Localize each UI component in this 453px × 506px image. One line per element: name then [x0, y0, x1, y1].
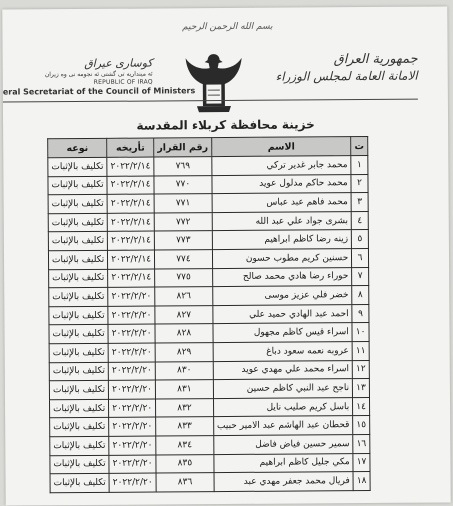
row-decision-number: ٧٧٢ [154, 212, 212, 231]
row-type: تكليف بالإثبات [49, 362, 108, 381]
row-number: ١١ [352, 341, 369, 360]
iraq-eagle-emblem-icon [183, 48, 245, 118]
row-type: تكليف بالإثبات [48, 213, 107, 232]
row-type: تكليف بالإثبات [48, 176, 107, 195]
row-decision-number: ٧٧١ [154, 194, 212, 213]
row-decision-number: ٨٣٦ [156, 473, 214, 492]
row-type: تكليف بالإثبات [49, 380, 108, 399]
row-name: فريال محمد جعفر مهدي عبد [214, 472, 354, 492]
header-right-block [268, 52, 418, 84]
table-row [50, 416, 370, 437]
row-date: ٢٠٢٢/٢/٢٠ [109, 454, 156, 473]
row-name: اسراء محمد علي مهدي عويد [213, 360, 353, 380]
table-row [49, 323, 369, 344]
row-decision-number: ٧٧٠ [154, 175, 212, 194]
header-kurdish-title: كوسارى عيراق [3, 57, 153, 71]
table-row [48, 193, 368, 214]
table-row [49, 397, 369, 418]
row-decision-number: ٧٧٥ [155, 268, 213, 287]
row-decision-number: ٨٣١ [155, 380, 213, 399]
header-name: الاسم [212, 137, 352, 157]
document-title: خزينة محافظة كربلاء المقدسة [3, 116, 448, 133]
row-type: تكليف بالإثبات [49, 399, 108, 418]
row-type: تكليف بالإثبات [49, 287, 108, 306]
table-row [49, 379, 369, 400]
row-name: خضر فلي عزيز موسى [213, 286, 353, 306]
row-number: ١٦ [353, 434, 370, 453]
row-decision-number: ٧٦٩ [154, 157, 212, 176]
header-type: نوعه [48, 138, 107, 157]
row-type: تكليف بالإثبات [49, 325, 108, 344]
table-header-row [48, 137, 368, 158]
row-type: تكليف بالإثبات [48, 157, 107, 176]
row-number: ٧ [352, 267, 369, 286]
table-row [49, 304, 369, 325]
row-type: تكليف بالإثبات [49, 269, 108, 288]
row-name: بشرى جواد علي عبد الله [212, 211, 352, 231]
table-row [48, 230, 368, 251]
row-date: ٢٠٢٢/٢/٢٠ [109, 473, 156, 492]
row-type: تكليف بالإثبات [49, 343, 108, 362]
row-number: ٥ [352, 230, 369, 249]
header-republic-arabic: جمهورية العراق [268, 52, 418, 68]
table-row [48, 248, 368, 269]
row-number: ٩ [352, 304, 369, 323]
table-row [49, 341, 369, 362]
row-date: ٢٠٢٢/٢/١٤ [108, 250, 155, 269]
row-date: ٢٠٢٢/٢/١٤ [107, 176, 154, 195]
row-name: عروبه نعمه سعود دباغ [213, 342, 353, 362]
header-left-block [3, 57, 153, 97]
row-name: حسنين كريم مطوب حسون [212, 249, 352, 269]
row-name: مكي جليل كاظم ابراهيم [214, 453, 354, 473]
row-number: ٤ [351, 211, 368, 230]
table-row [48, 211, 368, 232]
row-number: ٨ [352, 286, 369, 305]
row-type: تكليف بالإثبات [49, 306, 108, 325]
row-decision-number: ٨٣٠ [155, 361, 213, 380]
row-number: ١٧ [353, 453, 370, 472]
row-number: ٣ [351, 193, 368, 212]
row-date: ٢٠٢٢/٢/١٤ [107, 194, 154, 213]
row-number: ٢ [351, 174, 368, 193]
header-english-secretariat: eral Secretariat of the Council of Ministers [3, 87, 153, 97]
row-decision-number: ٨٣٥ [156, 454, 214, 473]
row-name: ناجح عبد النبي كاظم حسين [213, 379, 353, 399]
row-date: ٢٠٢٢/٢/٢٠ [108, 287, 155, 306]
row-number: ٦ [352, 248, 369, 267]
row-date: ٢٠٢٢/٢/٢٠ [109, 380, 156, 399]
row-number: ١٨ [353, 472, 370, 491]
row-date: ٢٠٢٢/٢/٢٠ [109, 399, 156, 418]
row-decision-number: ٧٧٤ [155, 250, 213, 269]
row-date: ٢٠٢٢/٢/٢٠ [109, 436, 156, 455]
row-date: ٢٠٢٢/٢/٢٠ [109, 417, 156, 436]
row-number: ١ [351, 156, 368, 175]
table-row [49, 360, 369, 381]
row-name: حوراء رضا هادي محمد صالح [212, 267, 352, 287]
row-name: قحطان عبد الهاشم عبد الامير حبيب [213, 416, 353, 436]
row-type: تكليف بالإثبات [50, 473, 109, 492]
row-decision-number: ٨٣٣ [156, 417, 214, 436]
row-name: احمد عبد الهادي حميد علي [213, 304, 353, 324]
row-date: ٢٠٢٢/٢/١٤ [108, 269, 155, 288]
row-date: ٢٠٢٢/٢/٢٠ [108, 306, 155, 325]
row-number: ١٣ [353, 379, 370, 398]
names-table [47, 136, 370, 493]
row-decision-number: ٨٢٩ [155, 343, 213, 362]
row-name: سمير حسين فياض فاضل [214, 435, 354, 455]
row-type: تكليف بالإثبات [48, 232, 107, 251]
row-type: تكليف بالإثبات [50, 436, 109, 455]
row-decision-number: ٧٧٣ [154, 231, 212, 250]
header-decision-number: رقم القرار [154, 138, 212, 157]
header-kurdish-subtitle: ئه مینداريه تى گشتى ئه نجومه نى وه زيران [3, 71, 153, 79]
row-type: تكليف بالإثبات [48, 250, 107, 269]
table-row [50, 434, 370, 455]
basmala: بسم الله الرحمن الرحيم [162, 22, 292, 37]
row-decision-number: ٨٢٦ [155, 287, 213, 306]
row-name: محمد حاكم مدلول عويد [212, 174, 352, 194]
row-name: زينه رضا كاظم ابراهيم [212, 230, 352, 250]
row-number: ١٤ [353, 397, 370, 416]
row-decision-number: ٨٣٢ [156, 398, 214, 417]
table-row [50, 453, 370, 474]
header-secretariat-arabic: الامانة العامة لمجلس الوزراء [268, 69, 418, 84]
row-date: ٢٠٢٢/٢/١٤ [107, 213, 154, 232]
row-decision-number: ٨٢٨ [155, 324, 213, 343]
table-row [48, 156, 368, 177]
row-type: تكليف بالإثبات [50, 455, 109, 474]
row-name: محمد فاهم عبد عباس [212, 193, 352, 213]
row-decision-number: ٨٢٧ [155, 305, 213, 324]
table-row [49, 267, 369, 288]
row-name: اسراء قيس كاظم مجهول [213, 323, 353, 343]
row-decision-number: ٨٣٤ [156, 436, 214, 455]
row-type: تكليف بالإثبات [50, 418, 109, 437]
header-number: ت [351, 137, 368, 156]
row-date: ٢٠٢٢/٢/٢٠ [108, 343, 155, 362]
document-page [2, 6, 450, 505]
row-name: محمد جابر غدير تركي [212, 156, 352, 176]
header-english-country: REPUBLIC OF IRAQ [3, 79, 153, 87]
table-row [48, 174, 368, 195]
row-type: تكليف بالإثبات [48, 195, 107, 214]
row-number: ١٥ [353, 416, 370, 435]
row-number: ١٠ [352, 323, 369, 342]
row-date: ٢٠٢٢/٢/٢٠ [108, 362, 155, 381]
row-name: باسل كريم صليب نايل [213, 397, 353, 417]
table-row [50, 472, 370, 493]
row-date: ٢٠٢٢/٢/١٤ [107, 231, 154, 250]
table-row [49, 286, 369, 307]
row-date: ٢٠٢٢/٢/١٤ [107, 157, 154, 176]
row-date: ٢٠٢٢/٢/٢٠ [108, 324, 155, 343]
row-number: ١٢ [352, 360, 369, 379]
header-date: تأريخه [107, 138, 154, 157]
